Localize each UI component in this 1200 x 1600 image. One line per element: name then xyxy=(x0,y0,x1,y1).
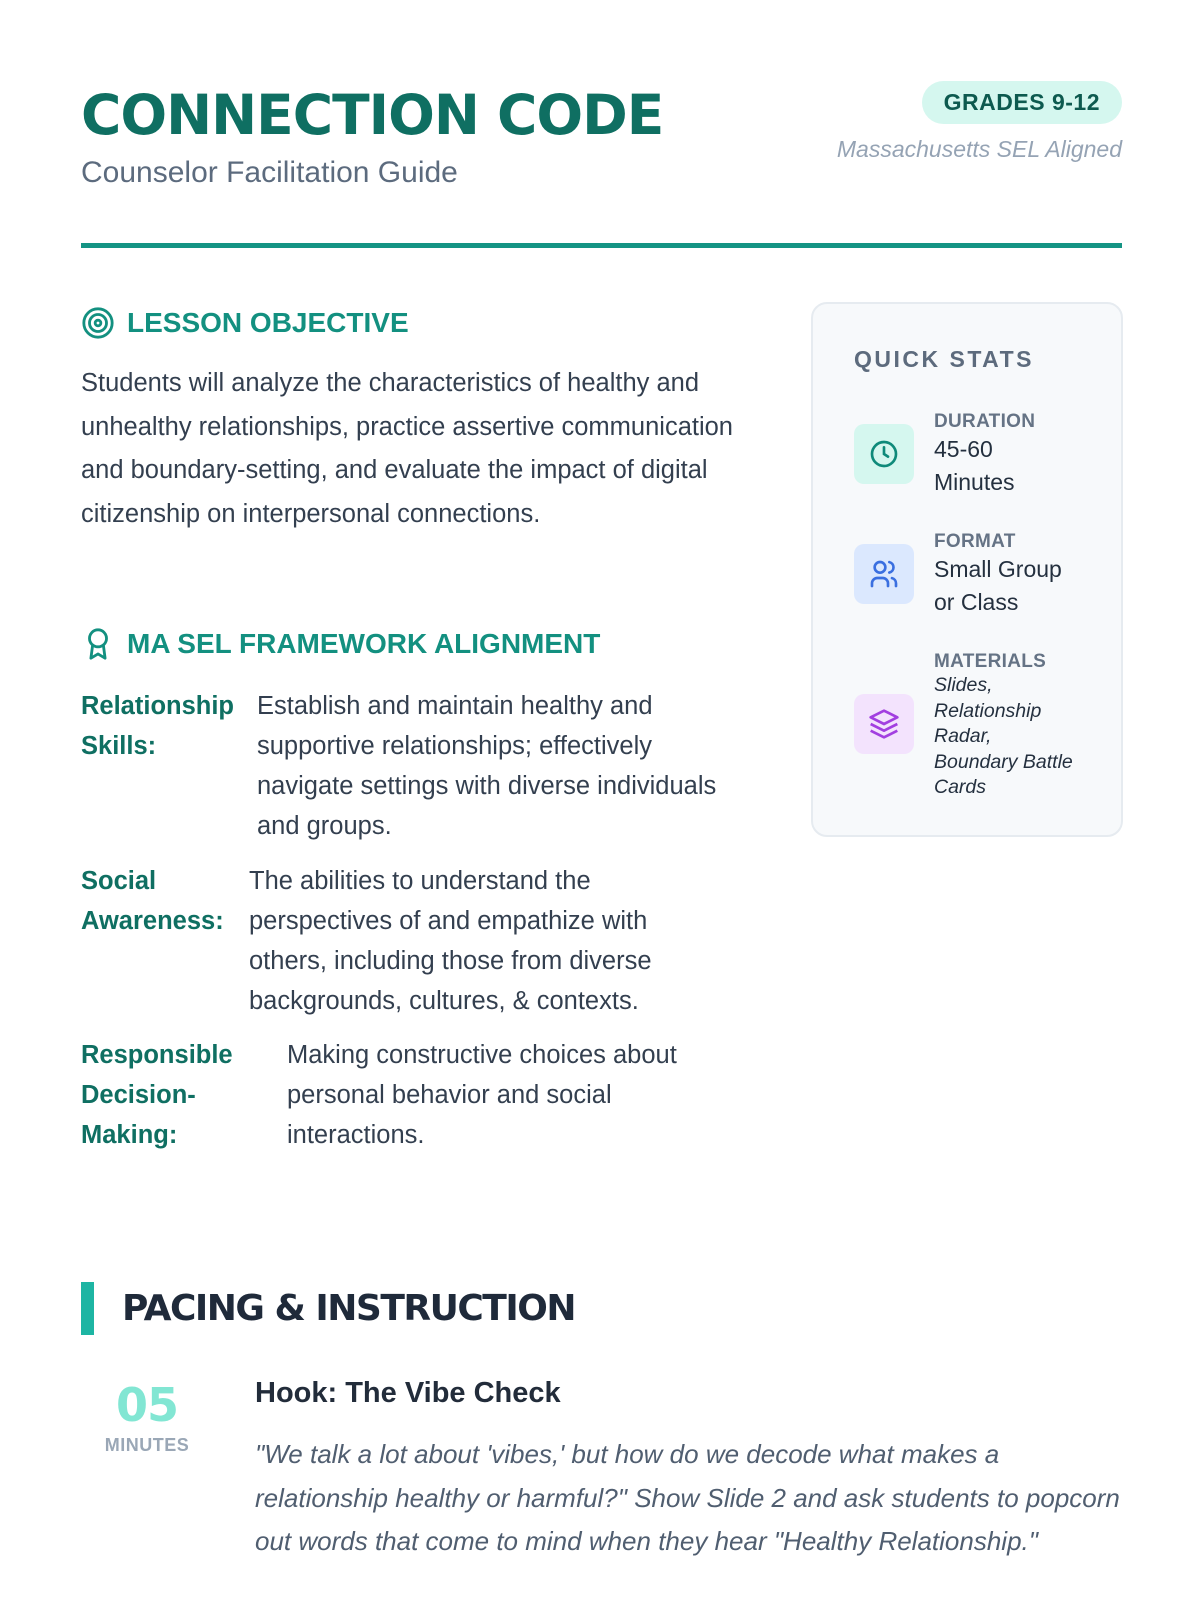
stat-key: FORMAT xyxy=(934,531,1016,552)
page-title: CONNECTION CODE xyxy=(81,83,664,147)
stat-duration xyxy=(854,411,1044,499)
framework-item-relationship xyxy=(81,686,737,846)
pacing-heading: PACING & INSTRUCTION xyxy=(122,1288,575,1329)
stat-key: MATERIALS xyxy=(934,651,1047,672)
target-icon xyxy=(81,306,115,340)
framework-item-label: Responsible Decision-Making: xyxy=(81,1041,233,1149)
framework-item-label: Social Awareness: xyxy=(81,867,224,935)
grade-badge: GRADES 9-12 xyxy=(922,81,1122,124)
stat-value: Slides, Relationship Radar, Boundary Battle Cards xyxy=(934,674,1073,798)
framework-item-label: Relationship Skills: xyxy=(81,692,235,760)
stat-value: Small Group or Class xyxy=(934,556,1062,615)
step-minutes-unit: MINUTES xyxy=(104,1435,190,1455)
step-title: Hook: The Vibe Check xyxy=(255,1377,561,1409)
users-icon xyxy=(854,544,914,604)
framework-item-text: The abilities to understand the perspectives of and empathize with others, including those from diverse backgrounds, cultures, & contexts. xyxy=(249,867,652,1015)
stat-format xyxy=(854,531,1084,619)
objective-text: Students will analyze the characteristics of healthy and unhealthy relationships, practice assertive communication and boundary-setting, and evaluate the impact of digital citizenship on interpersonal connections. xyxy=(81,369,733,528)
step-minutes: 05 xyxy=(115,1378,178,1432)
award-icon xyxy=(81,627,115,661)
objective-heading xyxy=(81,306,409,340)
stat-value: 45-60 Minutes xyxy=(934,436,1015,495)
framework-item-text: Making constructive choices about personal behavior and social interactions. xyxy=(287,1041,677,1149)
alignment-note: Massachusetts SEL Aligned xyxy=(836,136,1122,162)
quick-stats-card xyxy=(811,302,1123,837)
framework-item-social xyxy=(81,861,719,1021)
objective-heading-label: LESSON OBJECTIVE xyxy=(127,307,409,338)
framework-heading xyxy=(81,627,600,661)
framework-heading-label: MA SEL FRAMEWORK ALIGNMENT xyxy=(127,628,601,659)
clock-icon xyxy=(854,424,914,484)
framework-item-decision xyxy=(81,1035,737,1155)
framework-item-text: Establish and maintain healthy and supportive relationships; effectively navigate settings with diverse individuals and groups. xyxy=(257,692,717,840)
pacing-accent-bar xyxy=(81,1282,94,1335)
page-subtitle: Counselor Facilitation Guide xyxy=(81,156,458,189)
step-description: "We talk a lot about 'vibes,' but how do we decode what makes a relationship healthy or harmful?" Show Slide 2 and ask students to popcorn out words that come to mind when they hear "Healthy Relationship." xyxy=(255,1439,1120,1556)
stat-materials xyxy=(854,651,1074,801)
layers-icon xyxy=(854,694,914,754)
stat-key: DURATION xyxy=(934,411,1036,432)
quick-stats-title: QUICK STATS xyxy=(854,346,1034,372)
page-header xyxy=(81,80,1122,248)
